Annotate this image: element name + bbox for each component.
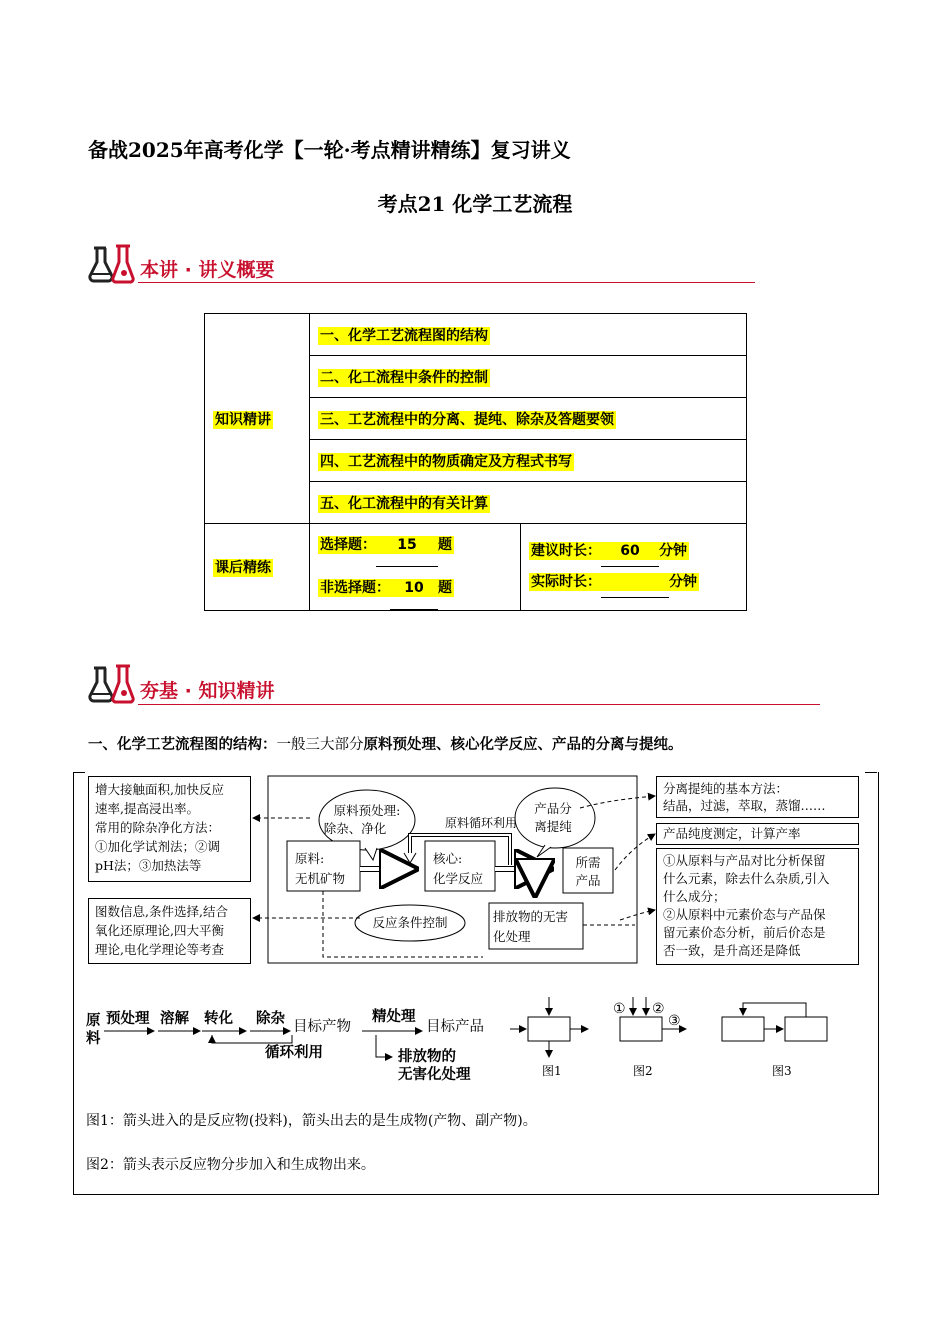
- connector-lines: [250, 790, 660, 930]
- separation-methods-box: 分离提纯的基本方法： 结晶，过滤，萃取，蒸馏……: [656, 776, 859, 818]
- flow-pretreat: 预处理: [106, 1010, 150, 1027]
- outline-table: [204, 313, 747, 611]
- fig3-label: 图3: [772, 1064, 792, 1078]
- topic-title: 考点21 化学工艺流程: [377, 192, 573, 216]
- flow-refine: 精处理: [372, 1008, 416, 1025]
- flow-waste: 无害化处理: [398, 1066, 471, 1083]
- intro-line: 一、化学工艺流程图的结构：一般三大部分原料预处理、核心化学反应、产品的分离与提纯。: [88, 736, 683, 753]
- outline-item: 二、化工流程中条件的控制: [310, 356, 747, 398]
- section-knowledge-title: 夯基 · 知识精讲: [140, 680, 275, 702]
- time-info: 建议时长： 60 分钟 实际时长： 分钟: [521, 524, 747, 611]
- question-counts: 选择题： 15 题 非选择题： 10 题: [310, 524, 521, 611]
- section-divider: [138, 704, 820, 705]
- fig1-note: 图1：箭头进入的是反应物(投料)，箭头出去的是生成物(产物、副产物)。: [86, 1113, 537, 1129]
- condition-note-box: 图数信息,条件选择,结合 氧化还原理论,四大平衡 理论,电化学理论等考查: [88, 898, 251, 964]
- core-reaction-box: 核心:: [433, 851, 463, 866]
- flow-raw: 料: [86, 1030, 101, 1047]
- flask-beaker-icon: [88, 240, 138, 284]
- bubble-pretreatment: 原料预处理:: [333, 803, 401, 818]
- flask-beaker-icon: [88, 660, 138, 704]
- linear-process-flow: [80, 995, 870, 1090]
- condition-bubble: 反应条件控制: [372, 915, 448, 930]
- bubble-separation: 离提纯: [534, 819, 572, 834]
- flow-final-product: 目标产品: [426, 1019, 484, 1035]
- waste-box: 化处理: [493, 929, 531, 944]
- recycle-label: 原料循环利用: [444, 816, 518, 830]
- outline-item: 三、工艺流程中的分离、提纯、除杂及答题要领: [310, 398, 747, 440]
- pretreatment-note-box: 增大接触面积,加快反应 速率,提高浸出率。 常用的除杂净化方法： ①加化学试剂法；②调 pH法；③加热法等: [88, 776, 251, 882]
- fig2-marker: ②: [652, 1001, 665, 1017]
- raw-material-box: 无机矿物: [295, 871, 346, 886]
- outline-item: 五、化工流程中的有关计算: [310, 482, 747, 524]
- waste-box: 排放物的无害: [493, 909, 569, 924]
- flow-convert: 转化: [204, 1010, 233, 1027]
- fig2-marker: ③: [668, 1013, 681, 1029]
- flow-raw: 原: [86, 1012, 101, 1029]
- fig2-note: 图2：箭头表示反应物分步加入和生成物出来。: [86, 1157, 375, 1173]
- flow-target-product: 目标产物: [293, 1019, 351, 1035]
- outline-item: 一、化学工艺流程图的结构: [310, 314, 747, 356]
- flow-waste: 排放物的: [398, 1048, 456, 1065]
- fig2-marker: ①: [613, 1001, 626, 1017]
- product-box: 产品: [575, 873, 601, 888]
- fig1-label: 图1: [542, 1064, 562, 1078]
- frame-corner: [865, 772, 877, 773]
- core-reaction-box: 化学反应: [433, 871, 484, 886]
- flow-recycle: 循环利用: [265, 1044, 323, 1061]
- purity-box: 产品纯度测定，计算产率: [656, 823, 859, 845]
- outline-item: 四、工艺流程中的物质确定及方程式书写: [310, 440, 747, 482]
- section-overview-title: 本讲 · 讲义概要: [140, 259, 275, 281]
- section-divider: [138, 282, 755, 283]
- frame-corner: [73, 772, 85, 773]
- bubble-pretreatment: 除杂、净化: [323, 821, 387, 836]
- document-title: 备战2025年高考化学【一轮·考点精讲精练】复习讲义: [88, 138, 571, 162]
- practice-label: 课后精练: [205, 524, 310, 611]
- fig2-label: 图2: [633, 1064, 653, 1078]
- product-box: 所需: [575, 855, 601, 870]
- raw-material-box: 原料:: [295, 851, 325, 866]
- flow-purify: 除杂: [256, 1010, 285, 1027]
- flow-dissolve: 溶解: [160, 1010, 189, 1027]
- knowledge-label: 知识精讲: [205, 314, 310, 524]
- element-analysis-box: ①从原料与产品对比分析保留 什么元素，除去什么杂质,引入 什么成分； ②从原料中元素价态与产品保 留元素价态分析，前后价态是 否一致，是升高还是降低: [656, 848, 859, 965]
- bubble-separation: 产品分: [534, 801, 572, 816]
